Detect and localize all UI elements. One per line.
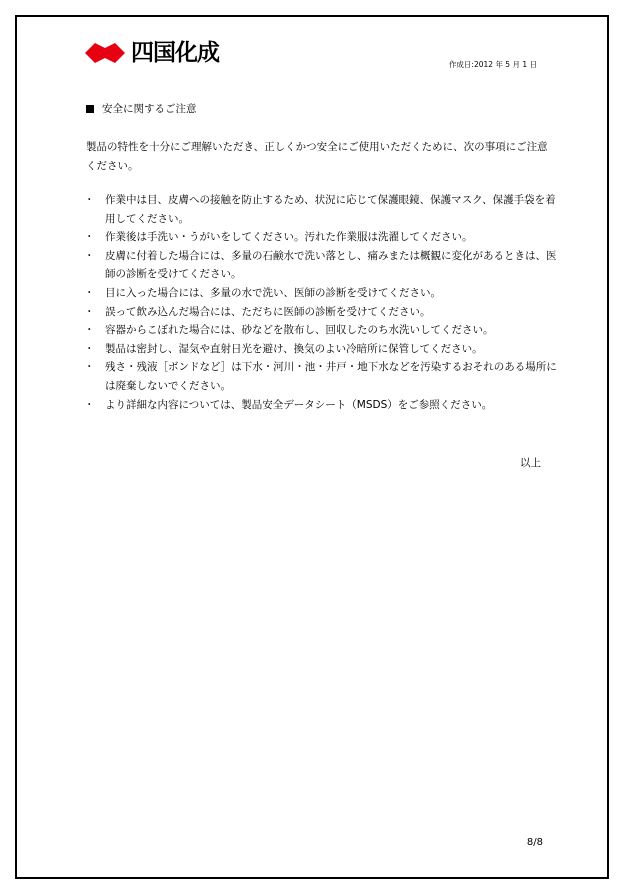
closing-remark: 以上 — [520, 457, 541, 469]
intro-paragraph: 製品の特性を十分にご理解いただき、正しくかつ安全にご使用いただくために、次の事項にご注意ください。 — [86, 141, 548, 172]
list-item — [84, 340, 564, 359]
list-item — [84, 358, 564, 395]
list-item-text: 作業後は手洗い・うがいをしてください。汚れた作業服は洗濯してください。 — [105, 231, 473, 244]
company-name: 四国化成 — [131, 40, 219, 66]
list-item-text: 作業中は目、皮膚への接触を防止するため、状況に応じて保護眼鏡、保護マスク、保護手袋を着用してください。 — [105, 194, 556, 225]
list-item-text: 残さ・残液［ボンドなど］は下水・河川・池・井戸・地下水などを汚染するおそれのある場所には廃棄しないでください。 — [105, 361, 557, 392]
page-number: 8/8 — [526, 837, 543, 848]
company-logo — [85, 39, 219, 67]
list-item-text: 誤って飲み込んだ場合には、ただちに医師の診断を受けてください。 — [105, 305, 431, 318]
list-item — [84, 247, 564, 284]
list-item — [84, 191, 564, 228]
list-item — [84, 396, 564, 415]
list-item — [84, 228, 564, 247]
company-mark-icon — [85, 41, 125, 65]
list-item-text: 皮膚に付着した場合には、多量の石鹸水で洗い落とし、痛みまたは概観に変化があるときは、医師の診断を受けてください。 — [105, 249, 557, 281]
bullet-marker: ・ — [84, 398, 95, 411]
list-item-text: より詳細な内容については、製品安全データシート（MSDS）をご参照ください。 — [105, 398, 493, 411]
bullet-marker: ・ — [84, 305, 95, 318]
bullet-marker: ・ — [84, 286, 95, 299]
section-heading-text: 安全に関するご注意 — [102, 103, 197, 115]
bullet-marker: ・ — [84, 324, 95, 337]
list-item-text: 製品は密封し、湿気や直射日光を避け、換気のよい冷暗所に保管してください。 — [105, 342, 483, 355]
square-bullet-icon — [86, 105, 94, 113]
list-item-text: 目に入った場合には、多量の水で洗い、医師の診断を受けてください。 — [105, 286, 441, 299]
created-date: 作成日:2012 年 5 月 1 日 — [448, 60, 537, 69]
bullet-marker: ・ — [84, 361, 95, 374]
list-item — [84, 321, 564, 340]
list-item — [84, 284, 564, 303]
bullet-marker: ・ — [84, 342, 95, 355]
list-item — [84, 303, 564, 322]
list-item-text: 容器からこぼれた場合には、砂などを散布し、回収したのち水洗いしてください。 — [105, 324, 494, 337]
bullet-marker: ・ — [84, 249, 95, 262]
bullet-marker: ・ — [84, 231, 95, 244]
precaution-list — [84, 191, 564, 414]
bullet-marker: ・ — [84, 194, 95, 206]
section-heading — [86, 102, 197, 116]
document-page — [15, 15, 609, 879]
